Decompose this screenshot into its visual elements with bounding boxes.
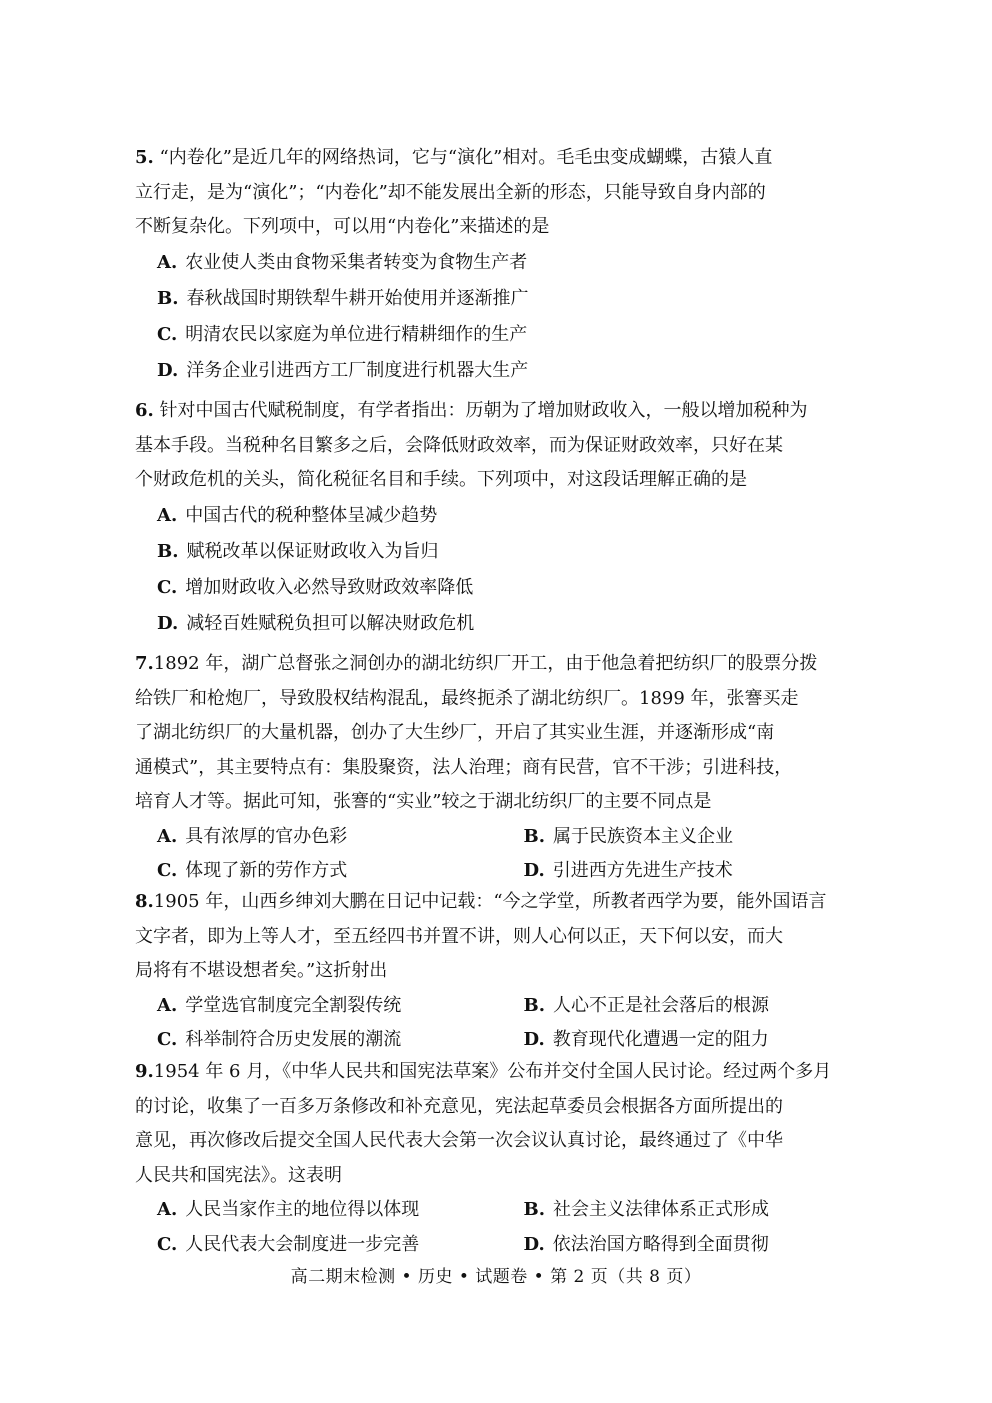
question-number: 6. — [135, 400, 154, 421]
option-letter: A. — [157, 994, 178, 1016]
option-row — [135, 820, 890, 855]
question-5 — [135, 141, 890, 389]
option-text: 农业使人类由食物采集者转变为食物生产者 — [185, 251, 528, 273]
stem-text: 1892 年，湖广总督张之洞创办的湖北纺织厂开工，由于他急着把纺织厂的股票分拨 — [153, 653, 818, 674]
stem-text: 人民共和国宪法》。这表明 — [135, 1164, 342, 1186]
option-row — [135, 854, 890, 889]
question-stem-line — [135, 1055, 890, 1090]
option-text: 科举制符合历史发展的潮流 — [185, 1029, 402, 1050]
option-letter: D. — [523, 1029, 545, 1050]
option-text: 依法治国方略得到全面贯彻 — [552, 1233, 769, 1255]
option-b[interactable] — [524, 820, 891, 855]
stem-text: 给铁厂和枪炮厂，导致股权结构混乱，最终扼杀了湖北纺织厂。1899 年，张謇买走 — [135, 687, 799, 709]
option-text: 人心不正是社会落后的根源 — [552, 994, 769, 1016]
option-row — [135, 989, 890, 1024]
option-text: 引进西方先进生产技术 — [552, 860, 733, 881]
stem-text: 1954 年 6 月，《中华人民共和国宪法草案》公布并交付全国人民讨论。经过两个多月 — [153, 1061, 832, 1082]
option-text: 春秋战国时期铁犁牛耕开始使用并逐渐推广 — [186, 287, 529, 309]
question-stem-line — [135, 394, 890, 429]
stem-text: 的讨论，收集了一百多万条修改和补充意见，宪法起草委员会根据各方面所提出的 — [135, 1095, 783, 1117]
stem-text: 立行走，是为“演化”；“内卷化”却不能发展出全新的形态，只能导致自身内部的 — [135, 181, 766, 203]
question-stem-line — [135, 920, 890, 955]
option-d[interactable] — [135, 353, 890, 389]
option-text: 人民代表大会制度进一步完善 — [185, 1233, 420, 1255]
question-stem-line — [135, 751, 890, 786]
option-letter: B. — [523, 994, 545, 1016]
option-d[interactable] — [135, 606, 890, 642]
option-text: 明清农民以家庭为单位进行精耕细作的生产 — [185, 323, 528, 345]
stem-text: 局将有不堪设想者矣。”这折射出 — [135, 960, 388, 981]
option-text: 人民当家作主的地位得以体现 — [185, 1199, 420, 1220]
option-a[interactable] — [135, 245, 890, 281]
question-6 — [135, 394, 890, 642]
question-stem-line — [135, 429, 890, 464]
question-stem-line — [135, 1159, 890, 1194]
question-stem-line — [135, 954, 890, 989]
question-number: 8. — [135, 891, 154, 912]
option-c[interactable] — [157, 1023, 524, 1058]
stem-text: 1905 年，山西乡绅刘大鹏在日记中记载：“今之学堂，所教者西学为要，能外国语言 — [153, 891, 827, 912]
option-text: 体现了新的劳作方式 — [185, 860, 348, 881]
stem-text: 意见，再次修改后提交全国人民代表大会第一次会议认真讨论，最终通过了《中华 — [135, 1130, 783, 1151]
question-stem-line — [135, 716, 890, 751]
option-row — [135, 1228, 890, 1263]
option-text: 教育现代化遭遇一定的阻力 — [552, 1029, 769, 1050]
option-c[interactable] — [135, 570, 890, 606]
question-stem-line — [135, 682, 890, 717]
question-stem-line — [135, 885, 890, 920]
option-b[interactable] — [135, 281, 890, 317]
option-text: 减轻百姓赋税负担可以解决财政危机 — [186, 612, 475, 634]
option-letter: C. — [157, 860, 178, 881]
option-letter: A. — [157, 1199, 178, 1220]
option-text: 属于民族资本主义企业 — [552, 825, 733, 847]
option-letter: D. — [157, 359, 179, 381]
option-c[interactable] — [135, 317, 890, 353]
option-b[interactable] — [524, 989, 891, 1024]
stem-text: 基本手段。当税种名目繁多之后，会降低财政效率，而为保证财政效率，只好在某 — [135, 434, 783, 456]
stem-text: “内卷化”是近几年的网络热词，它与“演化”相对。毛毛虫变成蝴蝶，古猿人直 — [159, 147, 773, 168]
option-letter: B. — [157, 287, 179, 309]
option-d[interactable] — [524, 1023, 891, 1058]
option-letter: C. — [157, 1233, 178, 1255]
stem-text: 文字者，即为上等人才，至五经四书并置不讲，则人心何以正，天下何以安，而大 — [135, 925, 783, 947]
option-text: 学堂选官制度完全割裂传统 — [185, 994, 402, 1016]
option-text: 社会主义法律体系正式形成 — [552, 1199, 769, 1220]
question-stem-line — [135, 210, 890, 245]
page-footer: 高二期末检测 • 历史 • 试题卷 • 第 2 页（共 8 页） — [290, 1267, 702, 1287]
question-9 — [135, 1055, 890, 1262]
option-d[interactable] — [524, 1228, 891, 1263]
option-letter: A. — [157, 825, 178, 847]
option-row — [135, 1193, 890, 1228]
stem-text: 通模式”，其主要特点有：集股聚资，法人治理；商有民营，官不干涉；引进科技， — [135, 756, 793, 778]
option-letter: D. — [157, 612, 179, 634]
option-letter: C. — [157, 323, 178, 345]
stem-text: 针对中国古代赋税制度，有学者指出：历朝为了增加财政收入，一般以增加税种为 — [159, 400, 808, 421]
option-letter: B. — [523, 1199, 545, 1220]
option-text: 增加财政收入必然导致财政效率降低 — [185, 576, 474, 598]
option-c[interactable] — [157, 1228, 524, 1263]
question-stem-line — [135, 1124, 890, 1159]
option-letter: B. — [523, 825, 545, 847]
option-row — [135, 1023, 890, 1058]
option-letter: C. — [157, 1029, 178, 1050]
option-text: 赋税改革以保证财政收入为旨归 — [186, 540, 439, 562]
question-stem-line — [135, 463, 890, 498]
option-text: 具有浓厚的官办色彩 — [185, 825, 348, 847]
option-b[interactable] — [524, 1193, 891, 1228]
option-a[interactable] — [157, 820, 524, 855]
option-c[interactable] — [157, 854, 524, 889]
question-stem-line — [135, 647, 890, 682]
stem-text: 了湖北纺织厂的大量机器，创办了大生纱厂，开启了其实业生涯，并逐渐形成“南 — [135, 722, 775, 743]
option-letter: C. — [157, 576, 178, 598]
question-number: 9. — [135, 1061, 154, 1082]
option-d[interactable] — [524, 854, 891, 889]
option-b[interactable] — [135, 534, 890, 570]
question-7 — [135, 647, 890, 889]
option-letter: D. — [523, 1233, 545, 1255]
option-text: 洋务企业引进西方工厂制度进行机器大生产 — [186, 359, 529, 381]
stem-text: 个财政危机的关头，简化税征名目和手续。下列项中，对这段话理解正确的是 — [135, 469, 747, 490]
question-stem-line — [135, 141, 890, 176]
option-letter: A. — [157, 251, 178, 273]
question-number: 7. — [135, 653, 154, 674]
option-text: 中国古代的税种整体呈减少趋势 — [185, 504, 438, 526]
question-stem-line — [135, 176, 890, 211]
option-a[interactable] — [135, 498, 890, 534]
option-letter: A. — [157, 504, 178, 526]
option-letter: B. — [157, 540, 179, 562]
question-number: 5. — [135, 147, 154, 168]
option-a[interactable] — [157, 1193, 524, 1228]
question-stem-line — [135, 1090, 890, 1125]
question-stem-line — [135, 785, 890, 820]
option-a[interactable] — [157, 989, 524, 1024]
question-8 — [135, 885, 890, 1058]
stem-text: 不断复杂化。下列项中，可以用“内卷化”来描述的是 — [135, 216, 550, 237]
stem-text: 培育人才等。据此可知，张謇的“实业”较之于湖北纺织厂的主要不同点是 — [135, 791, 712, 812]
option-letter: D. — [523, 860, 545, 881]
